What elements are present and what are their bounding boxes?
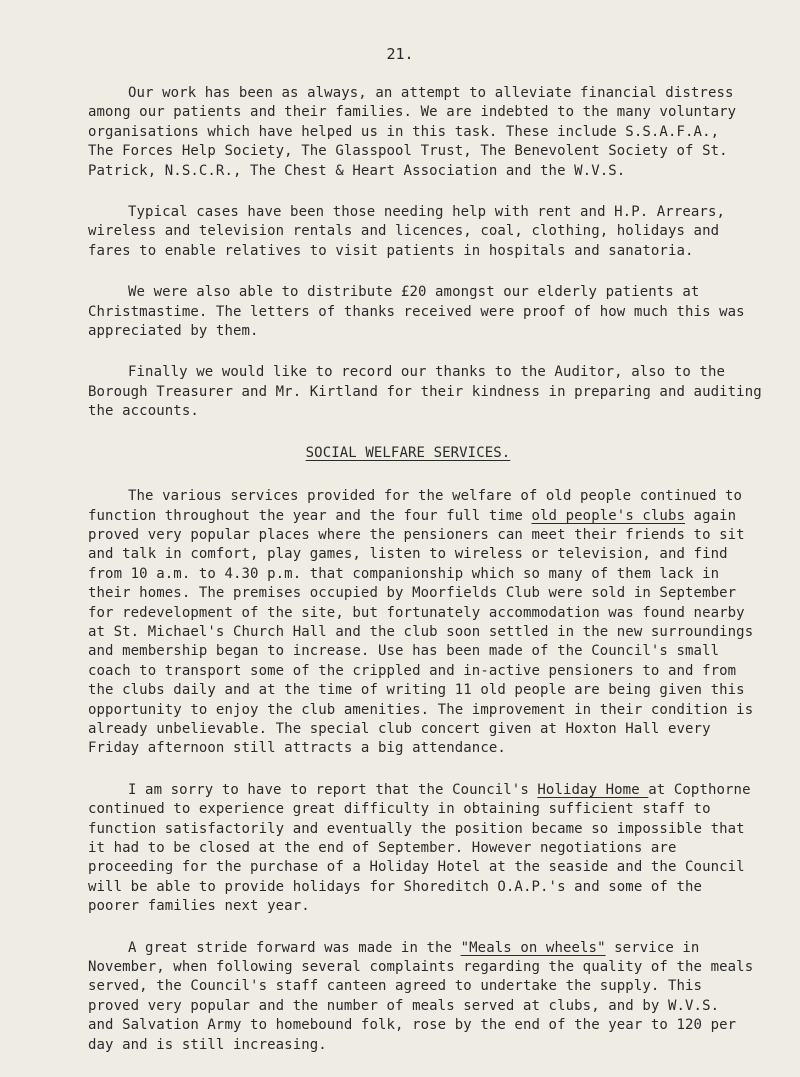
text-line: Typical cases have been those needing help with rent and H.P. Arrears, <box>128 204 726 221</box>
document-body <box>88 84 762 1077</box>
text-line: Christmastime. The letters of thanks received were proof of how much this was <box>88 303 745 320</box>
text-line: it had to be closed at the end of September. However negotiations are <box>88 840 677 856</box>
text-segment: function throughout the year and the four full time <box>88 507 532 524</box>
paragraph-meals-on-wheels <box>88 939 754 1055</box>
text-line: Friday afternoon still attracts a big attendance. <box>88 740 506 757</box>
text-line: coach to transport some of the crippled and in-active pensioners to and from <box>88 662 737 679</box>
text-line: Finally we would like to record our thanks to the Auditor, also to the <box>128 364 726 381</box>
text-line: The Forces Help Society, The Glasspool Trust, The Benevolent Society of St. <box>88 143 728 160</box>
text-line: will be able to provide holidays for Shoreditch O.A.P.'s and some of the <box>88 878 703 895</box>
text-line: proved very popular places where the pensioners can meet their friends to sit <box>88 526 745 543</box>
text-line: the clubs daily and at the time of writing 11 old people are being given this <box>88 682 745 699</box>
text-line <box>88 781 751 800</box>
underlined-term: old people's clubs <box>531 507 686 524</box>
text-line: poorer families next year. <box>88 898 310 915</box>
text-line: wireless and television rentals and licences, coal, clothing, holidays and <box>88 223 720 240</box>
text-segment: again <box>685 507 737 524</box>
text-line: Patrick, N.S.C.R., The Chest & Heart Association and the W.V.S. <box>88 162 626 179</box>
text-line: proved very popular and the number of meals served at clubs, and by W.V.S. <box>88 997 720 1014</box>
text-line: We were also able to distribute £20 amongst our elderly patients at <box>128 284 700 301</box>
text-line: fares to enable relatives to visit patients in hospitals and sanatoria. <box>88 242 694 259</box>
text-line: continued to experience great difficulty in obtaining sufficient staff to <box>88 801 711 818</box>
text-line: organisations which have helped us in this task. These include S.S.A.F.A., <box>88 123 720 140</box>
section-heading-text: SOCIAL WELFARE SERVICES. <box>305 444 511 461</box>
text-segment: at Copthorne <box>648 781 751 798</box>
underlined-term: Holiday Home <box>537 781 649 798</box>
text-segment: A great stride forward was made in the <box>128 939 461 956</box>
paragraph-old-peoples-clubs <box>88 487 754 759</box>
text-line: November, when following several complaints regarding the quality of the meals <box>88 959 754 976</box>
text-line: served, the Council's staff canteen agreed to undertake the supply. This <box>88 978 703 995</box>
text-segment: I am sorry to have to report that the Council's <box>128 781 538 798</box>
text-line: the accounts. <box>88 403 199 420</box>
text-line: and talk in comfort, play games, listen to wireless or television, and find <box>88 546 728 563</box>
text-line: appreciated by them. <box>88 323 259 340</box>
text-segment: service in <box>605 939 700 956</box>
text-line: The various services provided for the welfare of old people continued to <box>128 488 743 505</box>
paragraph-typical-cases <box>88 203 728 261</box>
text-line: Borough Treasurer and Mr. Kirtland for their kindness in preparing and auditing <box>88 383 762 400</box>
text-line: proceeding for the purchase of a Holiday Hotel at the seaside and the Council <box>88 859 745 876</box>
text-line <box>88 507 737 526</box>
section-heading <box>88 444 728 463</box>
text-line: and Salvation Army to homebound folk, rose by the end of the year to 120 per <box>88 1017 737 1034</box>
text-line: for redevelopment of the site, but fortunately accommodation was found nearby <box>88 604 745 621</box>
paragraph-holiday-home <box>88 781 751 917</box>
underlined-term: "Meals on wheels" <box>460 939 606 956</box>
paragraph-financial-distress <box>88 84 737 181</box>
text-line: Our work has been as always, an attempt to alleviate financial distress <box>128 85 734 101</box>
text-line: from 10 a.m. to 4.30 p.m. that companionship which so many of them lack in <box>88 565 720 582</box>
paragraph-thanks <box>88 363 762 421</box>
text-line: day and is still increasing. <box>88 1036 327 1053</box>
page-number: 21. <box>386 45 414 63</box>
text-line: among our patients and their families. We are indebted to the many voluntary <box>88 104 737 121</box>
text-line: already unbelievable. The special club concert given at Hoxton Hall every <box>88 720 711 737</box>
text-line: at St. Michael's Church Hall and the club soon settled in the new surroundings <box>88 623 754 640</box>
text-line: function satisfactorily and eventually the position became so impossible that <box>88 820 745 837</box>
text-line <box>88 939 728 958</box>
text-line: opportunity to enjoy the club amenities. The improvement in their condition is <box>88 701 754 718</box>
text-line: and membership began to increase. Use has been made of the Council's small <box>88 643 720 660</box>
text-line: their homes. The premises occupied by Moorfields Club were sold in September <box>88 585 737 602</box>
paragraph-christmas <box>88 283 745 341</box>
